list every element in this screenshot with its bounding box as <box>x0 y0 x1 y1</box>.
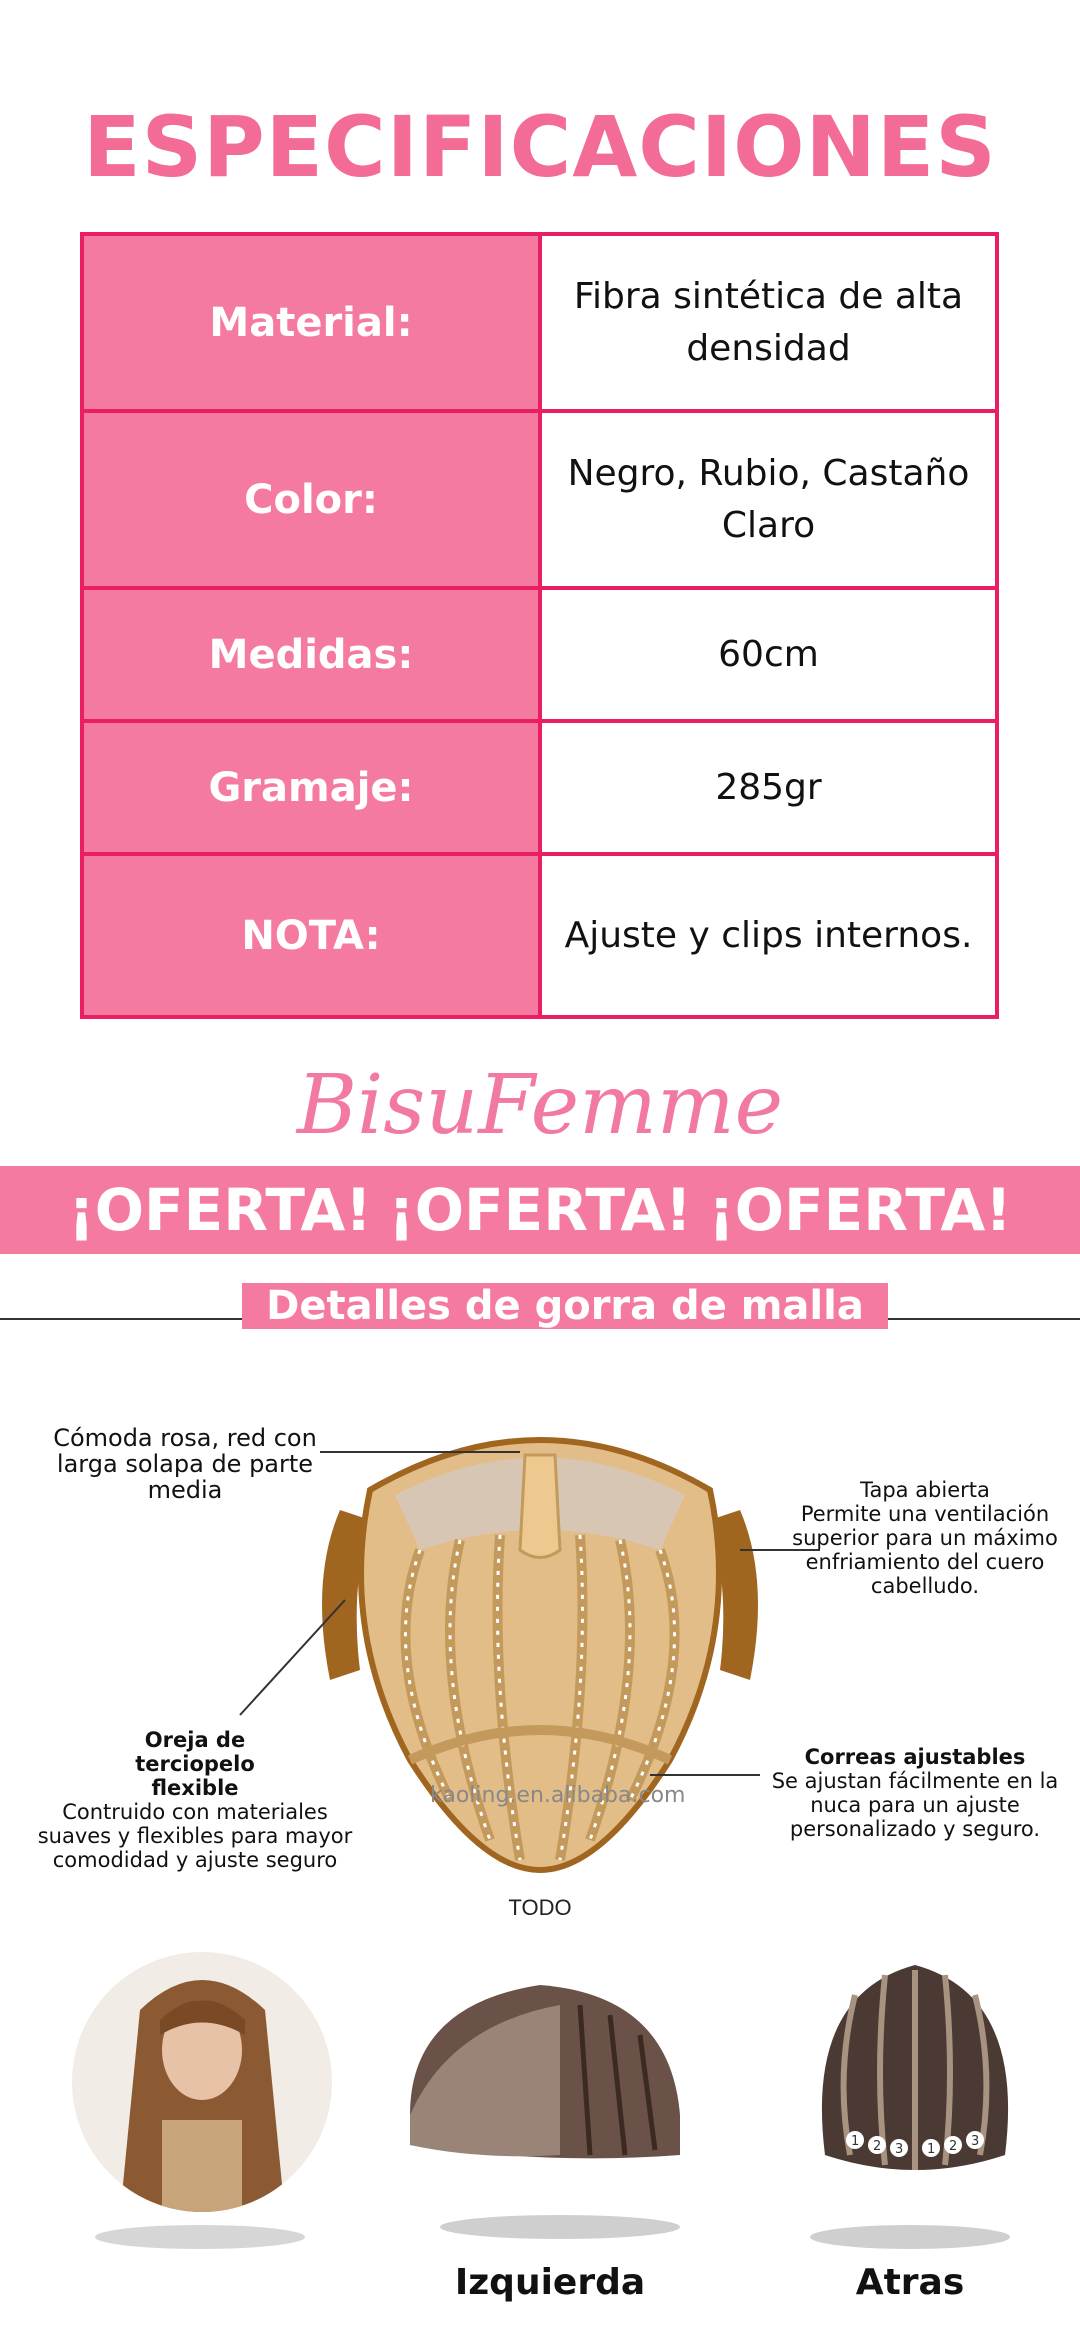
spec-value: Fibra sintética de alta densidad <box>573 275 964 369</box>
offer-text: ¡OFERTA! <box>68 1176 372 1244</box>
shadow <box>95 2225 305 2249</box>
annotation-comfort: Cómoda rosa, red con larga solapa de parte media <box>53 1424 317 1504</box>
spec-value: 285gr <box>715 766 822 808</box>
annotation-straps-title: Correas ajustables <box>804 1745 1026 1769</box>
strap-number: 1 <box>927 2142 936 2157</box>
watermark: kaoling.en.alibaba.com <box>430 1783 686 1808</box>
divider-right <box>885 1318 1080 1320</box>
spec-row-note <box>84 856 995 1015</box>
offer-text: ¡OFERTA! <box>708 1176 1012 1244</box>
spec-row-measures <box>84 590 995 723</box>
spec-value: Ajuste y clips internos. <box>564 914 973 956</box>
annotation-top-body: Permite una ventilación superior para un máximo enfriamiento del cuero cabelludo. <box>792 1502 1058 1598</box>
annotation-straps <box>760 1745 1070 1841</box>
strap-number: 2 <box>949 2139 958 2154</box>
model-photo <box>70 1950 335 2215</box>
spec-value: Negro, Rubio, Castaño Claro <box>567 452 970 546</box>
todo-label: TODO <box>508 1895 572 1920</box>
spec-row-material <box>84 236 995 413</box>
caption-back: Atras <box>855 2262 965 2303</box>
cap-left-view <box>390 1965 690 2185</box>
annotation-top-title: Tapa abierta <box>860 1478 990 1502</box>
spec-row-color <box>84 413 995 590</box>
spec-row-weight <box>84 723 995 856</box>
annotation-ear <box>30 1728 360 1872</box>
annotation-top <box>770 1478 1080 1598</box>
offer-text: ¡OFERTA! <box>388 1176 692 1244</box>
strap-number: 2 <box>873 2139 882 2154</box>
strap-number: 3 <box>895 2142 904 2157</box>
spec-table <box>80 232 999 1019</box>
strap-number: 1 <box>851 2134 860 2149</box>
annotation-ear-title: Oreja de terciopelo flexible <box>135 1728 255 1800</box>
page-title: ESPECIFICACIONES <box>83 98 997 196</box>
spec-label: Color: <box>84 413 542 586</box>
annotation-ear-body: Contruido con materiales suaves y flexibles para mayor comodidad y ajuste seguro <box>37 1800 353 1872</box>
spec-label: Gramaje: <box>84 723 542 852</box>
spec-label: Medidas: <box>84 590 542 719</box>
details-title: Detalles de gorra de malla <box>242 1283 888 1329</box>
caption-left: Izquierda <box>454 2262 646 2303</box>
strap-number: 3 <box>971 2134 980 2149</box>
cap-back-view <box>805 1955 1025 2195</box>
divider-left <box>0 1318 245 1320</box>
annotation-straps-body: Se ajustan fácilmente en la nuca para un ajuste personalizado y seguro. <box>771 1769 1059 1841</box>
spec-value: 60cm <box>718 633 819 675</box>
shadow <box>440 2215 680 2239</box>
spec-label: NOTA: <box>84 856 542 1015</box>
shadow <box>810 2225 1010 2249</box>
spec-label: Material: <box>84 236 542 409</box>
brand-logo: BisuFemme <box>296 1058 784 1153</box>
offer-banner <box>0 1166 1080 1254</box>
